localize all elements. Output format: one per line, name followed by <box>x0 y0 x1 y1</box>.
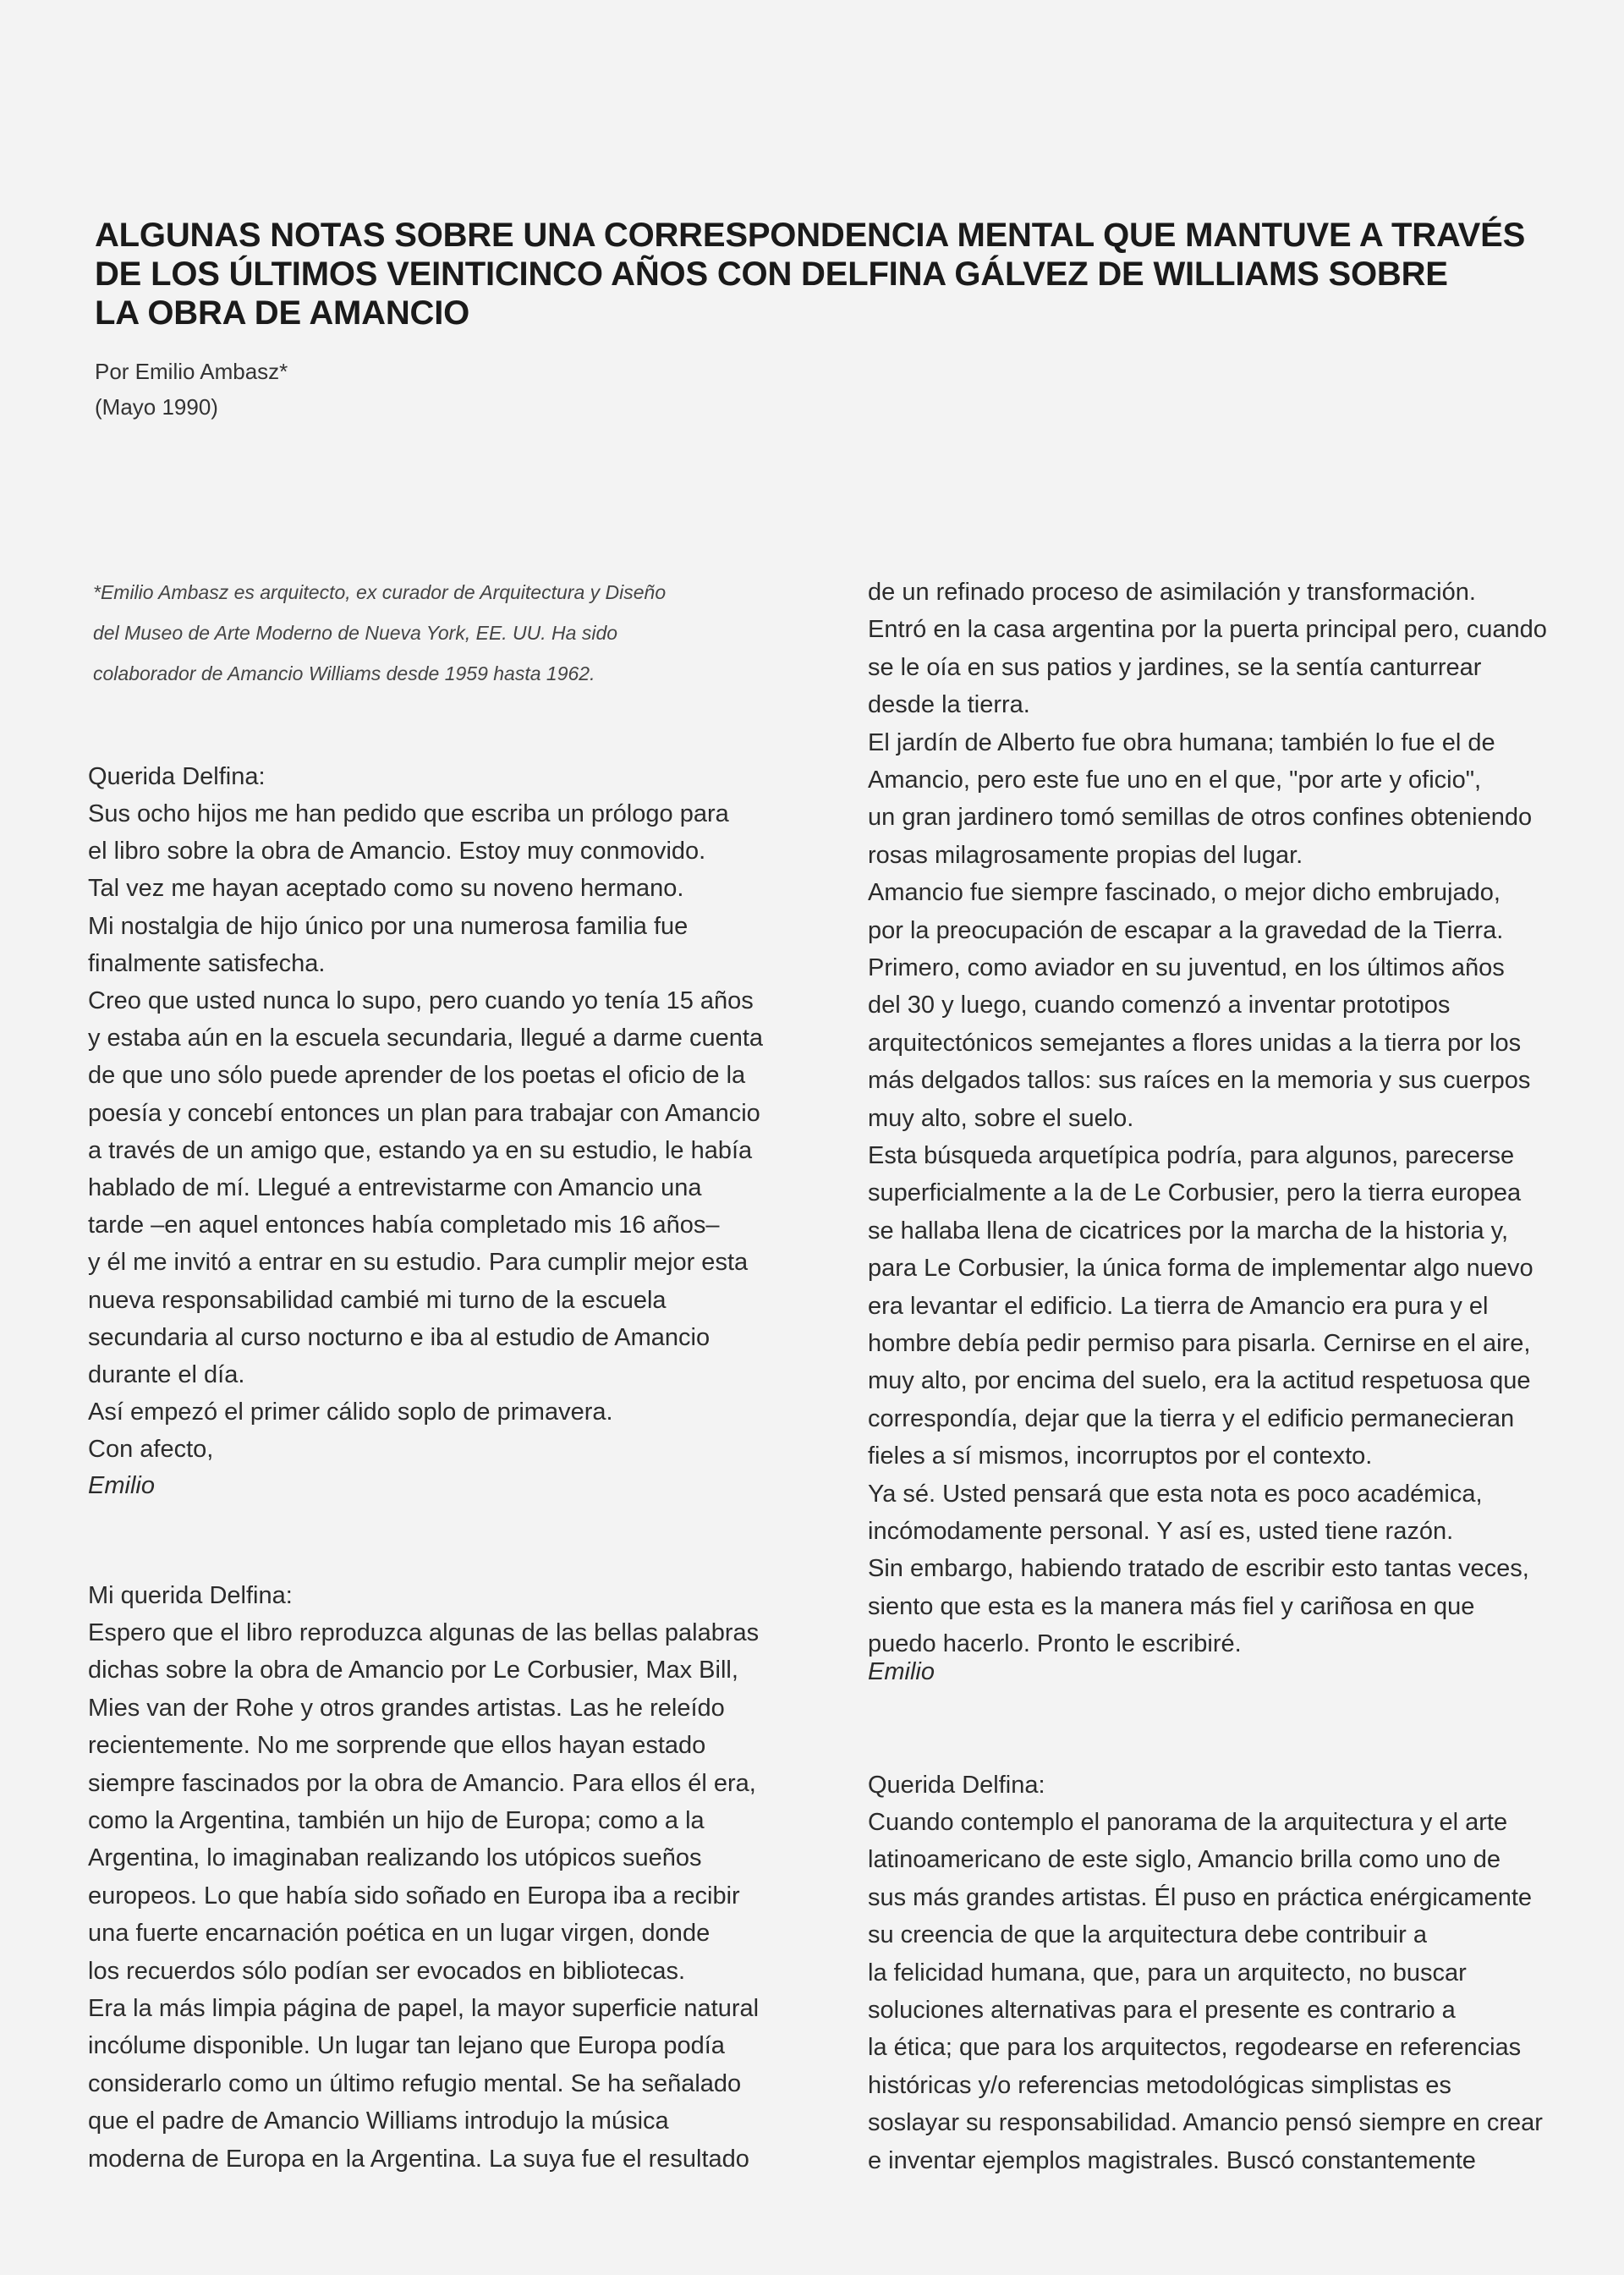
text-line: era levantar el edificio. La tierra de Amancio era pura y el <box>868 1292 1489 1320</box>
text-line: siempre fascinados por la obra de Amancio. Para ellos él era, <box>88 1769 756 1797</box>
text-line: sus más grandes artistas. Él puso en práctica enérgicamente <box>868 1883 1533 1911</box>
text-line: por la preocupación de escapar a la gravedad de la Tierra. <box>868 916 1504 944</box>
text-line: la felicidad humana, que, para un arquitecto, no buscar <box>868 1959 1467 1987</box>
text-line: dichas sobre la obra de Amancio por Le Corbusier, Max Bill, <box>88 1657 738 1684</box>
footnote-line: *Emilio Ambasz es arquitecto, ex curador de Arquitectura y Diseño <box>93 581 667 603</box>
text-line: una fuerte encarnación poética en un lugar virgen, donde <box>88 1920 710 1948</box>
text-line: El jardín de Alberto fue obra humana; también lo fue el de <box>868 728 1495 756</box>
text-line: moderna de Europa en la Argentina. La suya fue el resultado <box>88 2145 749 2173</box>
text-line: hombre debía pedir permiso para pisarla. Cernirse en el aire, <box>868 1330 1531 1357</box>
text-line: Amancio, pero este fue uno en el que, "por arte y oficio", <box>868 767 1482 794</box>
text-line: más delgados tallos: sus raíces en la memoria y sus cuerpos <box>868 1067 1531 1095</box>
text-line: muy alto, por encima del suelo, era la actitud respetuosa que <box>868 1367 1531 1395</box>
text-line: Primero, como aviador en su juventud, en los últimos años <box>868 954 1505 981</box>
letter2-salutation: Mi querida Delfina: <box>88 1582 293 1609</box>
text-line: del 30 y luego, cuando comenzó a inventar prototipos <box>868 992 1451 1019</box>
text-line: Sus ocho hijos me han pedido que escriba un prólogo para <box>88 800 729 827</box>
text-line: muy alto, sobre el suelo. <box>868 1104 1134 1132</box>
text-line: puedo hacerlo. Pronto le escribiré. <box>868 1630 1242 1658</box>
text-line: nueva responsabilidad cambié mi turno de la escuela <box>88 1286 667 1314</box>
text-line: correspondía, dejar que la tierra y el edificio permanecieran <box>868 1404 1515 1432</box>
text-line: la ética; que para los arquitectos, regodearse en referencias <box>868 2034 1522 2062</box>
text-line: arquitectónicos semejantes a flores unidas a la tierra por los <box>868 1029 1522 1057</box>
text-line: se le oía en sus patios y jardines, se la sentía canturrear <box>868 653 1482 681</box>
text-line: Sin embargo, habiendo tratado de escribir esto tantas veces, <box>868 1555 1529 1583</box>
text-line: de un refinado proceso de asimilación y transformación. <box>868 579 1476 606</box>
text-line: tarde –en aquel entonces había completado mis 16 años– <box>88 1212 720 1239</box>
text-line: de que uno sólo puede aprender de los poetas el oficio de la <box>88 1062 746 1090</box>
text-line: siento que esta es la manera más fiel y cariñosa en que <box>868 1592 1475 1620</box>
letter3-salutation: Querida Delfina: <box>868 1772 1045 1799</box>
text-line: europeos. Lo que había sido soñado en Europa iba a recibir <box>88 1882 740 1910</box>
byline <box>95 354 288 425</box>
text-line: Espero que el libro reproduzca algunas de las bellas palabras <box>88 1619 760 1646</box>
text-line: el libro sobre la obra de Amancio. Estoy muy conmovido. <box>88 838 706 865</box>
text-line: poesía y concebí entonces un plan para trabajar con Amancio <box>88 1099 760 1127</box>
text-line: los recuerdos sólo podían ser evocados en bibliotecas. <box>88 1957 686 1985</box>
text-line: y estaba aún en la escuela secundaria, llegué a darme cuenta <box>88 1025 764 1052</box>
text-line: considerarlo como un último refugio mental. Se ha señalado <box>88 2069 742 2097</box>
text-line: Cuando contemplo el panorama de la arquitectura y el arte <box>868 1809 1508 1836</box>
footnote-line: del Museo de Arte Moderno de Nueva York, EE. UU. Ha sido <box>93 622 618 644</box>
author-line: Por Emilio Ambasz* <box>95 359 288 384</box>
text-line: secundaria al curso nocturno e iba al estudio de Amancio <box>88 1323 710 1351</box>
text-line: Mies van der Rohe y otros grandes artistas. Las he releído <box>88 1694 725 1722</box>
text-line: rosas milagrosamente propias del lugar. <box>868 841 1303 869</box>
text-line: que el padre de Amancio Williams introdujo la música <box>88 2107 669 2135</box>
text-line: soluciones alternativas para el presente es contrario a <box>868 1997 1456 2024</box>
text-line: un gran jardinero tomó semillas de otros confines obteniendo <box>868 804 1533 832</box>
date-line: (Mayo 1990) <box>95 394 218 420</box>
letter2-signature: Emilio <box>868 1658 935 1685</box>
text-line: para Le Corbusier, la única forma de implementar algo nuevo <box>868 1255 1533 1283</box>
text-line: Entró en la casa argentina por la puerta principal pero, cuando <box>868 616 1547 644</box>
text-line: incólume disponible. Un lugar tan lejano que Europa podía <box>88 2032 725 2060</box>
title-line: DE LOS ÚLTIMOS VEINTICINCO AÑOS CON DELFINA GÁLVEZ DE WILLIAMS SOBRE <box>95 256 1448 293</box>
text-line: históricas y/o referencias metodológicas simplistas es <box>868 2071 1451 2099</box>
text-line: incómodamente personal. Y así es, usted tiene razón. <box>868 1518 1454 1545</box>
text-line: Mi nostalgia de hijo único por una numerosa familia fue <box>88 912 689 940</box>
text-line: e inventar ejemplos magistrales. Buscó constantemente <box>868 2146 1476 2174</box>
text-line: Era la más limpia página de papel, la mayor superficie natural <box>88 1995 760 2022</box>
title-line: ALGUNAS NOTAS SOBRE UNA CORRESPONDENCIA MENTAL QUE MANTUVE A TRAVÉS <box>95 217 1526 254</box>
text-line: hablado de mí. Llegué a entrevistarme con Amancio una <box>88 1174 702 1201</box>
text-line: soslayar su responsabilidad. Amancio pensó siempre en crear <box>868 2109 1543 2137</box>
title-line: LA OBRA DE AMANCIO <box>95 294 470 332</box>
text-line: Ya sé. Usted pensará que esta nota es poco académica, <box>868 1480 1483 1508</box>
text-line: Esta búsqueda arquetípica podría, para algunos, parecerse <box>868 1142 1515 1169</box>
text-line: se hallaba llena de cicatrices por la marcha de la historia y, <box>868 1217 1509 1245</box>
text-line: su creencia de que la arquitectura debe contribuir a <box>868 1921 1427 1949</box>
text-line: Con afecto, <box>88 1436 214 1464</box>
text-line: finalmente satisfecha. <box>88 949 326 977</box>
text-line: y él me invitó a entrar en su estudio. Para cumplir mejor esta <box>88 1249 749 1277</box>
article-title <box>95 216 1583 332</box>
letter1-salutation: Querida Delfina: <box>88 763 266 790</box>
text-line: Así empezó el primer cálido soplo de primavera. <box>88 1399 613 1426</box>
footnote-line: colaborador de Amancio Williams desde 1959 hasta 1962. <box>93 662 595 684</box>
text-line: Argentina, lo imaginaban realizando los utópicos sueños <box>88 1844 702 1872</box>
text-line: latinoamericano de este siglo, Amancio brilla como uno de <box>868 1846 1501 1874</box>
text-line: superficialmente a la de Le Corbusier, pero la tierra europea <box>868 1179 1522 1207</box>
text-line: Creo que usted nunca lo supo, pero cuando yo tenía 15 años <box>88 987 754 1014</box>
letter1-signature: Emilio <box>88 1472 155 1499</box>
text-line: Amancio fue siempre fascinado, o mejor dicho embrujado, <box>868 879 1501 907</box>
text-line: a través de un amigo que, estando ya en su estudio, le había <box>88 1136 753 1164</box>
text-line: como la Argentina, también un hijo de Europa; como a la <box>88 1807 705 1834</box>
text-line: durante el día. <box>88 1361 245 1388</box>
text-line: desde la tierra. <box>868 691 1030 719</box>
text-line: fieles a sí mismos, incorruptos por el contexto. <box>868 1442 1373 1470</box>
text-line: Tal vez me hayan aceptado como su noveno hermano. <box>88 875 684 903</box>
text-line: recientemente. No me sorprende que ellos hayan estado <box>88 1732 706 1760</box>
